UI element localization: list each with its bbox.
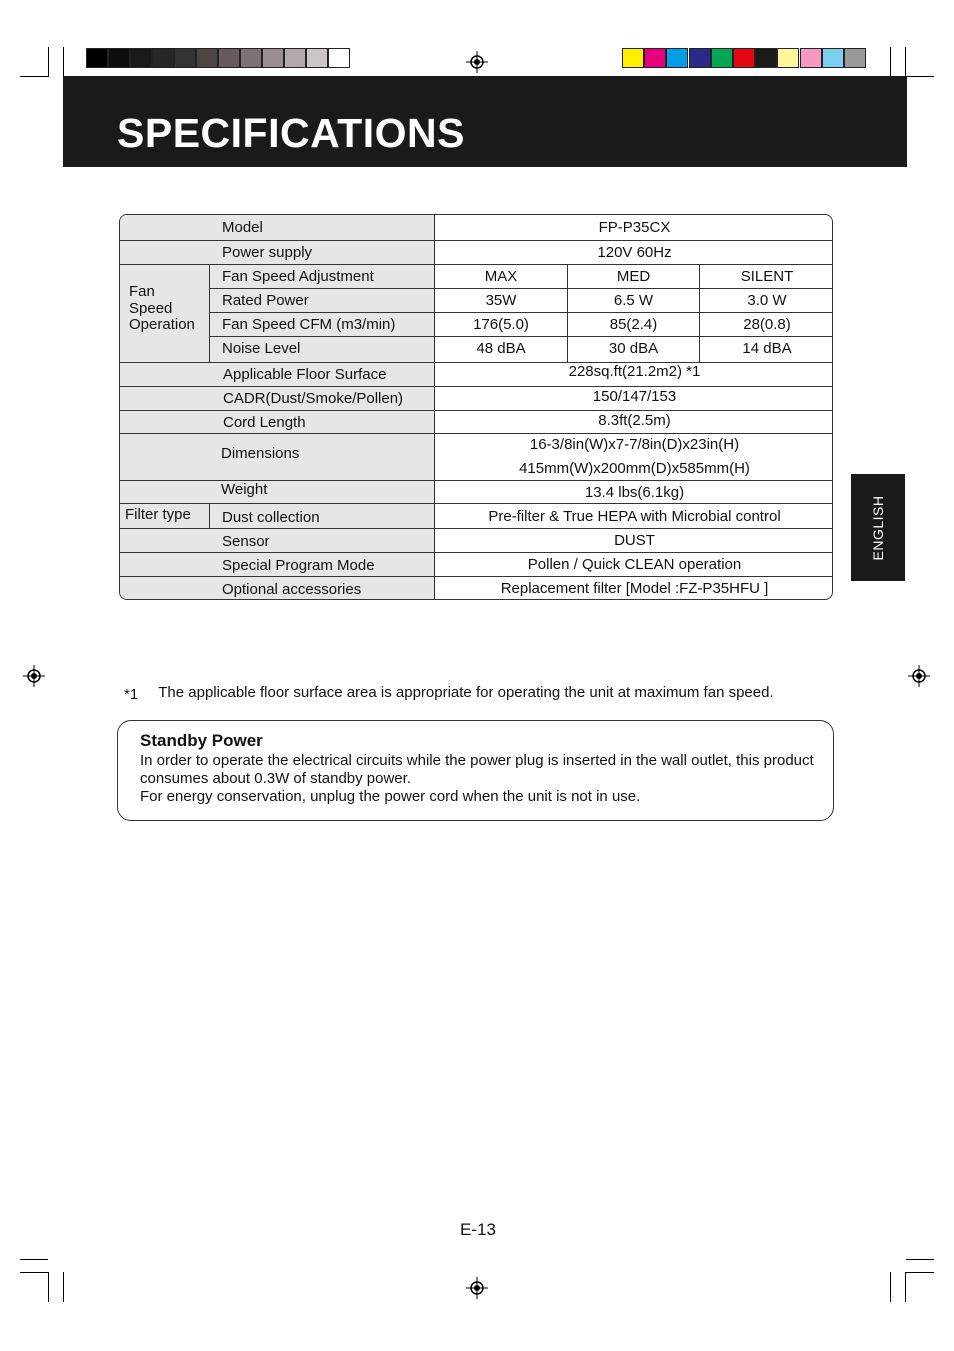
noise-level-label: Noise Level <box>222 340 301 357</box>
fan-speed-label: Fan Speed Adjustment <box>222 268 374 285</box>
gray-swatch <box>108 48 130 68</box>
accessories-value: Replacement filter [Model :FZ-P35HFU ] <box>500 580 769 597</box>
registration-mark-icon <box>23 665 45 687</box>
color-swatch <box>644 48 666 68</box>
color-swatch <box>755 48 777 68</box>
dimensions-imperial: 16-3/8in(W)x7-7/8in(D)x23in(H) <box>529 436 740 453</box>
cord-length-value: 8.3ft(2.5m) <box>598 412 671 429</box>
gray-swatch <box>174 48 196 68</box>
dimensions-metric: 415mm(W)x200mm(D)x585mm(H) <box>519 460 750 477</box>
color-swatch <box>777 48 799 68</box>
gray-swatch <box>130 48 152 68</box>
noise-max: 48 dBA <box>476 340 526 357</box>
rated-power-max: 35W <box>485 292 517 309</box>
floor-surface-value: 228sq.ft(21.2m2) *1 <box>568 363 701 380</box>
fan-speed-max: MAX <box>484 268 518 285</box>
page-number: E-13 <box>460 1220 496 1239</box>
registration-mark-icon <box>466 1277 488 1299</box>
cord-length-label: Cord Length <box>223 414 306 431</box>
rated-power-silent: 3.0 W <box>747 292 787 309</box>
specifications-table <box>119 214 833 600</box>
gray-swatch <box>152 48 174 68</box>
fan-group-label-line: Operation <box>129 316 195 333</box>
cfm-label: Fan Speed CFM (m3/min) <box>222 316 396 333</box>
program-mode-value: Pollen / Quick CLEAN operation <box>527 556 742 573</box>
filter-type-label: Filter type <box>125 506 191 523</box>
weight-label: Weight <box>221 481 268 498</box>
standby-text-line: In order to operate the electrical circuits while the power plug is inserted in the wall outlet, this product consumes about 0.3W of standby power. <box>140 752 814 787</box>
cadr-label: CADR(Dust/Smoke/Pollen) <box>223 390 404 407</box>
footnote <box>124 684 774 701</box>
fan-speed-silent: SILENT <box>740 268 794 285</box>
page-header <box>63 76 907 167</box>
color-swatch <box>622 48 644 68</box>
gray-swatch <box>196 48 218 68</box>
floor-surface-label: Applicable Floor Surface <box>223 366 387 383</box>
power-supply-label: Power supply <box>222 244 313 261</box>
color-swatch <box>822 48 844 68</box>
footnote-marker: *1 <box>124 686 139 703</box>
color-swatch <box>844 48 866 68</box>
color-swatch <box>711 48 733 68</box>
dimensions-label: Dimensions <box>221 445 300 462</box>
power-supply-value: 120V 60Hz <box>597 244 672 261</box>
gray-swatch <box>328 48 350 68</box>
rated-power-label: Rated Power <box>222 292 309 309</box>
color-swatch <box>800 48 822 68</box>
standby-text-line: For energy conservation, unplug the power cord when the unit is not in use. <box>140 788 641 805</box>
color-swatch <box>733 48 755 68</box>
dust-collection-value: Pre-filter & True HEPA with Microbial control <box>488 508 781 525</box>
model-label: Model <box>222 219 263 236</box>
standby-body <box>140 752 820 806</box>
sensor-label: Sensor <box>222 533 270 550</box>
cfm-silent: 28(0.8) <box>743 316 791 333</box>
standby-power-notice <box>117 720 834 821</box>
sensor-value: DUST <box>614 532 655 549</box>
gray-swatch <box>306 48 328 68</box>
weight-value: 13.4 lbs(6.1kg) <box>584 484 685 501</box>
gray-swatch <box>284 48 306 68</box>
dust-collection-label: Dust collection <box>222 509 320 526</box>
noise-med: 30 dBA <box>608 340 659 357</box>
fan-speed-med: MED <box>616 268 651 285</box>
gray-swatch <box>218 48 240 68</box>
fan-group-label-line: Fan <box>129 283 155 300</box>
gray-swatch <box>262 48 284 68</box>
cfm-med: 85(2.4) <box>609 316 658 333</box>
fan-group-label-line: Speed <box>129 300 173 317</box>
color-swatch <box>666 48 688 68</box>
gray-swatch <box>86 48 108 68</box>
rated-power-med: 6.5 W <box>613 292 654 309</box>
cadr-value: 150/147/153 <box>592 388 677 405</box>
cfm-max: 176(5.0) <box>473 316 529 333</box>
registration-mark-icon <box>466 51 488 73</box>
gray-swatch <box>240 48 262 68</box>
language-tab-label: ENGLISH <box>870 495 886 560</box>
noise-silent: 14 dBA <box>742 340 792 357</box>
accessories-label: Optional accessories <box>222 581 362 598</box>
model-value: FP-P35CX <box>598 219 671 236</box>
page-title: SPECIFICATIONS <box>117 110 465 156</box>
language-tab <box>851 474 905 581</box>
standby-title: Standby Power <box>140 731 263 750</box>
program-mode-label: Special Program Mode <box>222 557 375 574</box>
registration-mark-icon <box>908 665 930 687</box>
footnote-text: The applicable floor surface area is appropriate for operating the unit at maximum fan speed. <box>158 684 774 701</box>
color-swatch <box>689 48 711 68</box>
